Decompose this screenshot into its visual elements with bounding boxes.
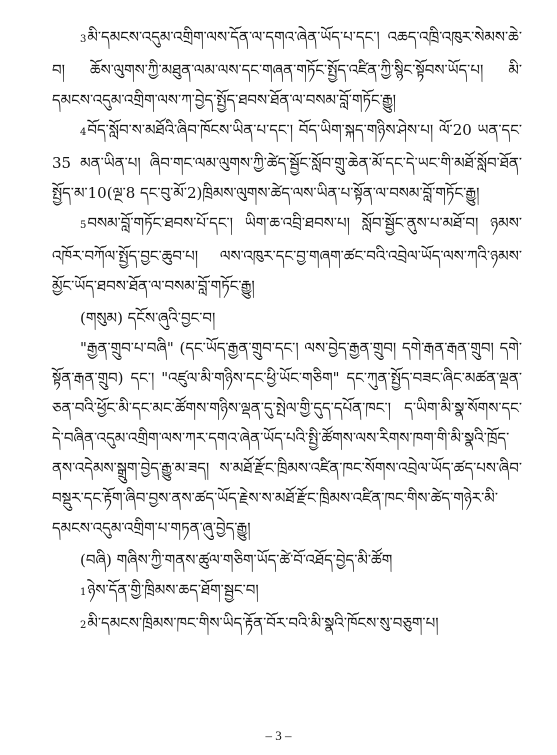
page-number: – 3 –: [265, 728, 292, 743]
paragraph-5-text: བསམ་བློ་གཏོང་ཐབས་པོ་དང་། ཡིག་ཆ་འབྲི་ཐབས་པ། སློབ་སྦྱོང་ནུས་པ་མཐོ་བ། ཉམས་འཁོར་བཀོལ་སྤྱོད་བྱང་ཆུབ་པ། ལས་འཁུར་དང་བྱ་གཞག་ཚང་བའི་འབྲེལ་ཡོད་ལས་ཀའི་ཉམས་མྱོང་ཡོད་ཐབས་ཐོན་ལ་བསམ་བློ་གཏོང་རྒྱུ།: [52, 214, 522, 295]
list-item-1-number: 1: [80, 587, 87, 598]
page-content: [52, 22, 522, 641]
paragraph-4-number: 4: [80, 127, 87, 138]
list-item-2-number: 2: [80, 620, 87, 631]
section-3-heading: (གསུམ) དངོས་ཞུའི་བྱང་བ།: [80, 309, 216, 327]
list-item-2: [80, 608, 522, 641]
paragraph-5-number: 5: [80, 220, 87, 231]
paragraph-4-text: བོད་སློབ་ས་མཐོའི་ཞིབ་ཁོངས་ཡིན་པ་དང་། བོད་ཡིག་སྐད་གཉིས་ཤེས་པ། ལོ་20 ཡན་དང་35 མན་ཡིན་པ། ཞིབ་གང་ལམ་ལུགས་ཀྱི་ཚེད་སྦྱོང་སློབ་གྲུ་ཆེན་མོ་དང་དེ་ཡང་གི་མཐོ་སློབ་ཐོན་སྤྱོད་མ་10(ལྔ་8 དང་བུ་མོ་2)ཁྲིམས་ལུགས་ཚེད་ལས་ཡིན་པ་སྟོན་ལ་བསམ་བློ་གཏོང་རྒྱུ།: [52, 121, 522, 202]
section-3-body: "རྒྱན་གྲུབ་པ་བཞི" (དང་ཡོད་རྒྱན་གྲུབ་དང་། ལས་བྱེད་རྒྱན་གྲུབ། དགེ་རྒན་རྒན་གྲུབ། དགེ་སྟོན་རྒན་གྲུབ) དང་། "འཛུལ་མི་གཉིས་དང་ཕྱི་ཡོང་གཅིག" དང་ཀུན་སྤྱོད་བཟང་ཞིང་མཚན་ལྡན་ཅན་བའི་ཕྱོང་མི་དང་མང་ཚོགས་གཉིས་ལྡན་དུ་སྤེལ་གྱི་དུད་དཔོན་ཁང་། ད་ཡིག་མི་སྣ་སོགས་དང་དེ་བཞིན་འདུམ་འགྲིག་ལས་ཀར་དགའ་ཞེན་ཡོད་པའི་སྤྱི་ཚོགས་ལས་རིགས་ཁག་གི་མི་སྣའི་ཁྲོད་ནས་འདེམས་སྒྲུག་བྱེད་རྒྱུ་མ་ཟད། ས་མཐོ་རྫོང་ཁྲིམས་འཛིན་ཁང་སོགས་འབྲེལ་ཡོད་ཚད་པས་ཞིབ་བསྡུར་དང་རྟོག་ཞིབ་བྱས་ནས་ཚད་ཡོད་རྗེས་ས་མཐོ་རྫོང་ཁྲིམས་འཛིན་ཁང་གིས་ཚེད་གཉེར་མི་དམངས་འདུམ་འགྲིག་པ་གཏན་ཞུ་བྱེད་རྒྱུ།: [52, 339, 522, 537]
paragraph-3-text: མི་དམངས་འདུམ་འགྲིག་ལས་དོན་ལ་དགའ་ཞེན་ཡོད་པ་དང་། འཆད་འཁྲི་འཁུར་སེམས་ཆེ་བ། ཆོས་ལུགས་ཀྱི་མཐུན་ལམ་ལས་དང་གཞན་གཏོང་སྤྱོད་འཛིན་ཀྱི་སྙིང་སྟོབས་ཡོད་པ། མི་དམངས་འདུམ་འགྲིག་ལས་ཀ་བྱེད་སྤྱོད་ཐབས་ཐོན་ལ་བསམ་བློ་གཏོང་རྒྱུ།: [52, 28, 522, 109]
section-4-heading: (བཞི) གཞིས་ཀྱི་གནས་ཚུལ་གཅིག་ཡོད་ཚེ་བོ་འཐོད་བྱེད་མི་ཚོག: [80, 551, 393, 569]
list-item-1-text: ཉེས་དོན་གྱི་ཁྲིམས་ཆད་ཐོག་སྦྱང་བ།: [87, 581, 259, 599]
paragraph-3-number: 3: [80, 34, 87, 45]
paragraph-3: [52, 22, 522, 115]
paragraph-4: [52, 115, 522, 208]
list-item-2-text: མི་དམངས་ཁྲིམས་ཁང་གིས་ཡིད་རྟོན་བོར་བའི་མི་སྣའི་ཁོངས་སུ་བཅུག་པ།: [87, 614, 439, 632]
paragraph-5: [52, 208, 522, 301]
list-item-1: [80, 575, 522, 608]
